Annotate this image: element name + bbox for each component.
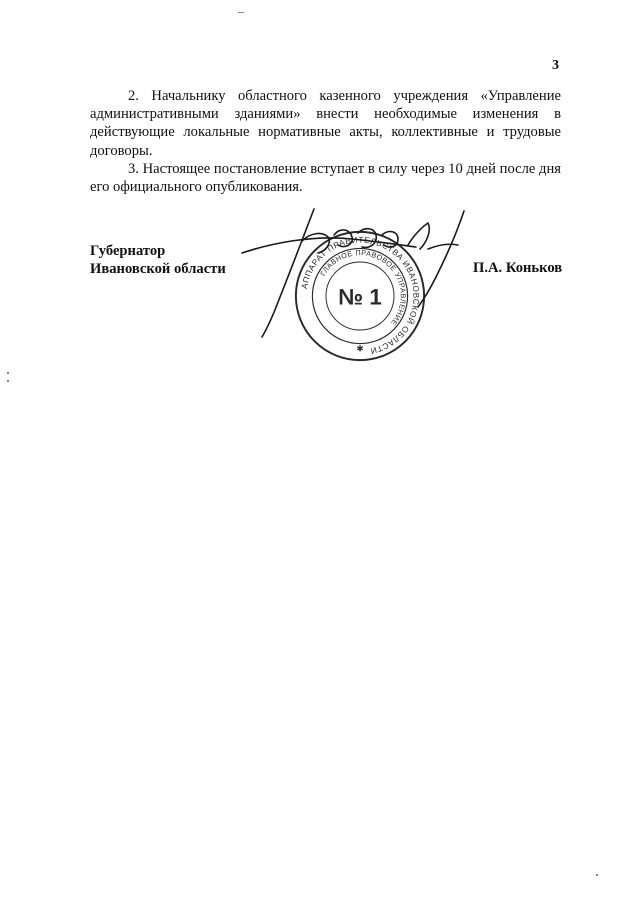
scan-speck — [238, 12, 244, 13]
scan-speck — [7, 380, 9, 382]
signer-name: П.А. Коньков — [473, 260, 563, 276]
scan-speck — [7, 372, 9, 374]
signatory-title — [90, 242, 226, 278]
handwritten-signature — [232, 205, 480, 365]
document-body — [90, 87, 561, 196]
seal-star-icon: ✱ — [356, 344, 364, 355]
signatory-title-line-2: Ивановской области — [90, 261, 226, 277]
signatory-title-line-1: Губернатор — [90, 243, 166, 259]
paragraph-2: 2. Начальнику областного казенного учреждения «Управление административными зданиями» внести необходимые изменения в действующие локальные нормативные акты, коллективные и трудовые договоры. — [90, 88, 561, 159]
seal-ring-text: АППАРАТ ПРАВИТЕЛЬСТВА ИВАНОВСКОЙ ОБЛАСТИ — [300, 235, 421, 356]
seal-number: № 1 — [338, 284, 382, 310]
page-number: 3 — [552, 58, 559, 73]
scan-speck — [596, 874, 598, 876]
paragraph-3: 3. Настоящее постановление вступает в силу через 10 дней после дня его официального опубликования. — [90, 160, 561, 196]
seal-inner-text: ГЛАВНОЕ ПРАВОВОЕ УПРАВЛЕНИЕ — [318, 248, 408, 328]
